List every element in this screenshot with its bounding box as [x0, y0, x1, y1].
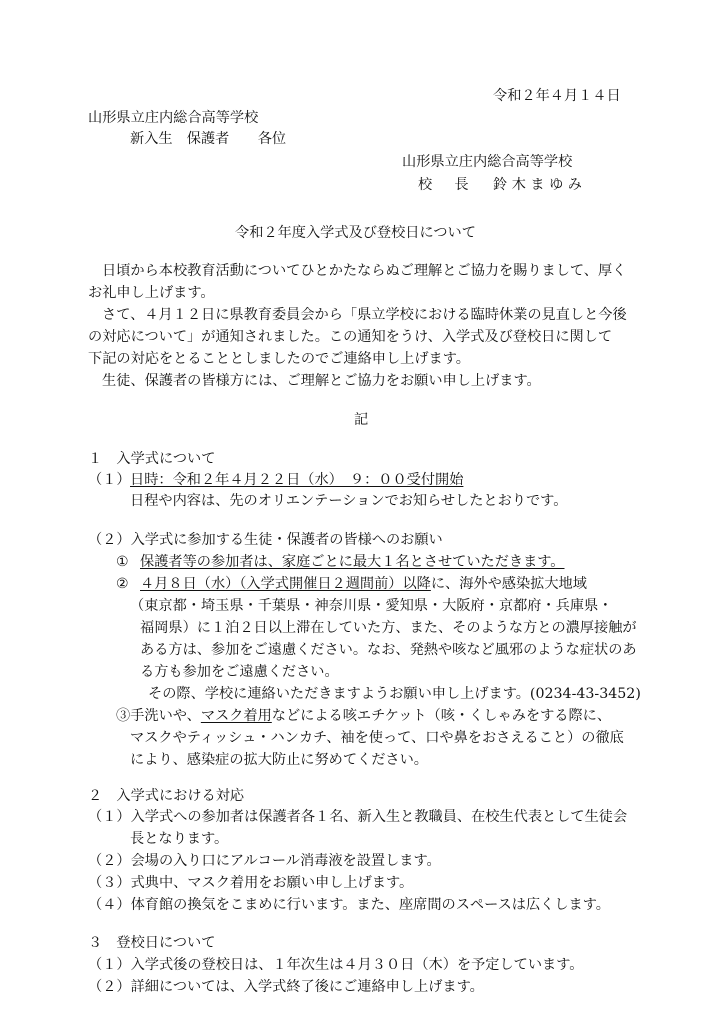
- intro-line: 生徒、保護者の皆様方には、ご理解とご協力をお願い申し上げます。: [102, 373, 541, 389]
- underlined-mask: マスク着用: [200, 708, 272, 724]
- item-heading: （２）入学式に参加する生徒・保護者の皆様へのお願い: [88, 532, 443, 548]
- sender-school: 山形県立庄内総合高等学校: [402, 154, 573, 170]
- response-line: （１）入学式への参加者は保護者各１名、新入生と教職員、在校生代表として生徒会: [88, 809, 628, 825]
- response-line: 長となります。: [130, 831, 229, 847]
- response-line: （３）式典中、マスク着用をお願い申し上げます。: [88, 875, 414, 891]
- intro-line: 日頃から本校教育活動についてひとかたならぬご理解とご協力を賜りまして、厚く: [102, 263, 627, 279]
- request-text: などによる咳エチケット（咳・くしゃみをする際に、: [271, 708, 612, 724]
- underlined-period: ４月８日（水）（入学式開催日２週間前）以降: [140, 576, 431, 592]
- request-line: 保護者等の参加者は、家庭ごとに最大１名とさせていただきます。: [140, 554, 565, 570]
- section-heading: ２ 入学式における対応: [88, 788, 245, 804]
- issue-date: 令和２年４月１４日: [493, 88, 621, 104]
- intro-line: の対応について」が通知されました。この通知をうけ、入学式及び登校日に関して: [88, 329, 613, 345]
- request-line: （東京都・埼玉県・千葉県・神奈川県・愛知県・大阪府・京都府・兵庫県・: [130, 598, 613, 614]
- section-heading: ３ 登校日について: [88, 935, 216, 951]
- ceremony-datetime: 日時：令和２年４月２２日（水） ９：００受付開始: [130, 472, 464, 488]
- request-text: ③手洗いや、: [116, 708, 201, 724]
- response-line: （４）体育館の換気をこまめに行います。また、座席間のスペースは広くします。: [88, 897, 610, 913]
- item-label: （１）: [88, 472, 131, 488]
- request-line: マスクやティッシュ・ハンカチ、袖を使って、口や鼻をおさえること）の徹底: [130, 730, 624, 746]
- sender-name: 鈴 木 ま ゆ み: [493, 177, 582, 193]
- request-line: ある方は、参加をご遠慮ください。なお、発熱や咳など風邪のような症状のあ: [140, 642, 637, 658]
- request-line: [116, 707, 611, 725]
- ki-marker: 記: [354, 412, 369, 428]
- request-line: 福岡県）に１泊２日以上滞在していた方、また、そのような方との濃厚接触が: [140, 620, 637, 636]
- intro-line: 下記の対応をとることとしましたのでご連絡申し上げます。: [88, 351, 470, 367]
- circle-number: ②: [116, 576, 129, 592]
- item-note: 日程や内容は、先のオリエンテーションでお知らせしたとおりです。: [130, 493, 568, 509]
- intro-line: さて、４月１２日に県教育委員会から「県立学校における臨時休業の見直しと今後: [102, 307, 627, 323]
- section-heading: １ 入学式について: [88, 451, 216, 467]
- request-line: により、感染症の拡大防止に努めてください。: [130, 752, 428, 768]
- school-day-line: （２）詳細については、入学式終了後にご連絡申し上げます。: [88, 979, 484, 995]
- school-day-line: （１）入学式後の登校日は、１年次生は４月３０日（木）を予定しています。: [88, 957, 584, 973]
- sender-title: 校 長: [418, 177, 473, 193]
- recipient-line: 新入生 保護者 各位: [130, 131, 287, 147]
- request-line: る方も参加をご遠慮ください。: [140, 664, 339, 680]
- recipient-school: 山形県立庄内総合高等学校: [88, 110, 259, 126]
- intro-line: お礼申し上げます。: [88, 285, 215, 301]
- request-text: に、海外や感染拡大地域: [430, 576, 587, 592]
- document-title: 令和２年度入学式及び登校日について: [235, 225, 476, 241]
- circle-number: ①: [116, 554, 129, 570]
- request-line: [140, 575, 587, 593]
- contact-line: その際、学校に連絡いただきますようお願い申し上げます。(0234-43-3452): [148, 686, 641, 702]
- response-line: （２）会場の入り口にアルコール消毒液を設置します。: [88, 853, 441, 869]
